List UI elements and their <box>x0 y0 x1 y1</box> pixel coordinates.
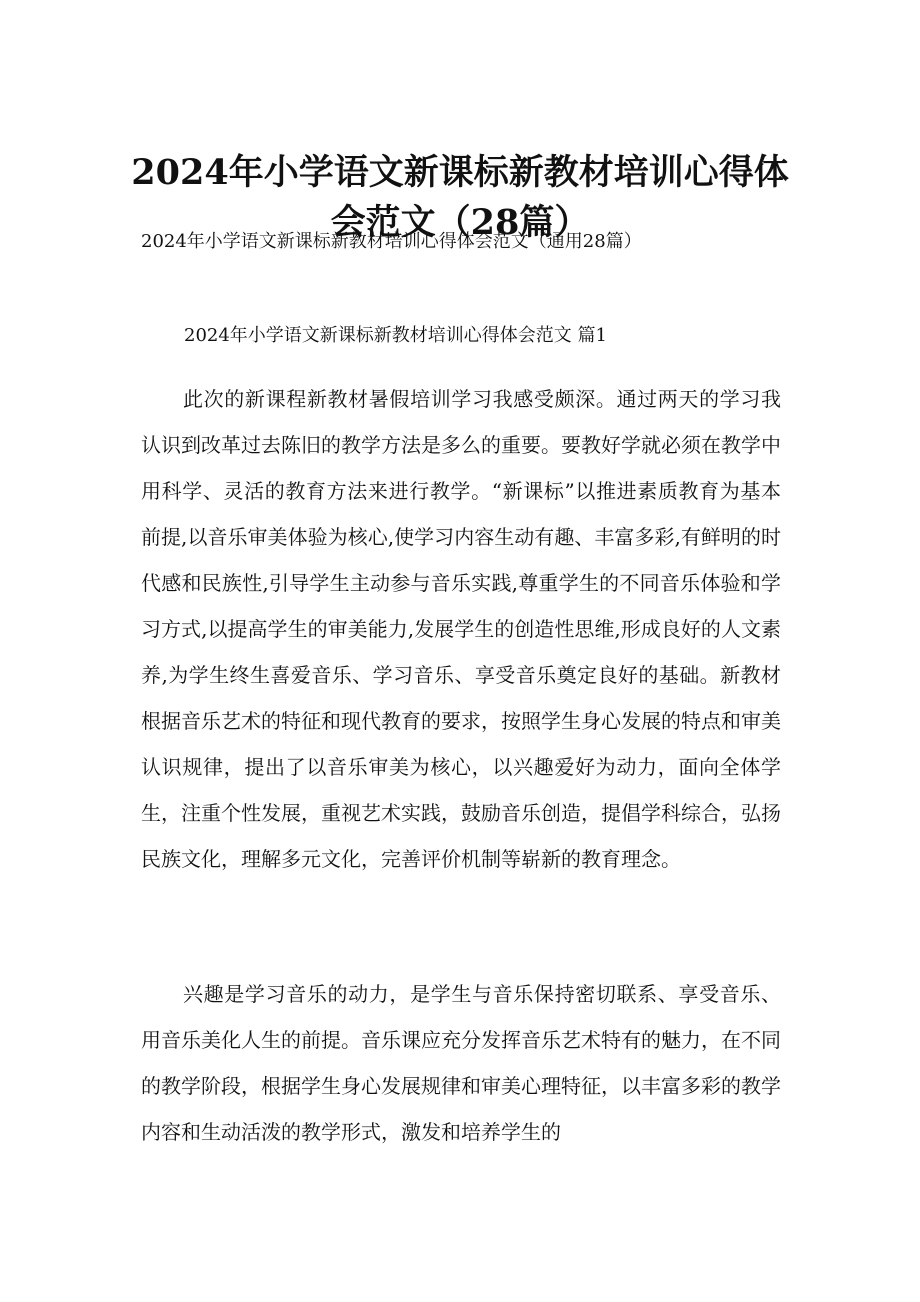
document-subtitle: 2024年小学语文新课标新教材培训心得体会范文（通用28篇） <box>141 231 642 252</box>
body-paragraph: 此次的新课程新教材暑假培训学习我感受颇深。通过两天的学习我认识到改革过去陈旧的教学方法是多么的重要。要教好学就必须在教学中用科学、灵活的教育方法来进行教学。“新课标”以推进素质教育为基本前提,以音乐审美体验为核心,使学习内容生动有趣、丰富多彩,有鲜明的时代感和民族性,引导学生主动参与音乐实践,尊重学生的不同音乐体验和学习方式,以提高学生的审美能力,发展学生的创造性思维,形成良好的人文素养,为学生终生喜爱音乐、学习音乐、享受音乐奠定良好的基础。新教材根据音乐艺术的特征和现代教育的要求，按照学生身心发展的特点和审美认识规律，提出了以音乐审美为核心，以兴趣爱好为动力，面向全体学生，注重个性发展，重视艺术实践，鼓励音乐创造，提倡学科综合，弘扬民族文化，理解多元文化，完善评价机制等崭新的教育理念。 <box>141 387 781 871</box>
body-paragraph: 兴趣是学习音乐的动力，是学生与音乐保持密切联系、享受音乐、用音乐美化人生的前提。音乐课应充分发挥音乐艺术特有的魅力，在不同的教学阶段，根据学生身心发展规律和审美心理特征，以丰富多彩的教学内容和生动活泼的教学形式，激发和培养学生的 <box>141 982 781 1144</box>
document-title: 2024年小学语文新课标新教材培训心得体会范文（28篇） <box>131 152 789 243</box>
section-heading: 2024年小学语文新课标新教材培训心得体会范文 篇1 <box>184 325 607 346</box>
